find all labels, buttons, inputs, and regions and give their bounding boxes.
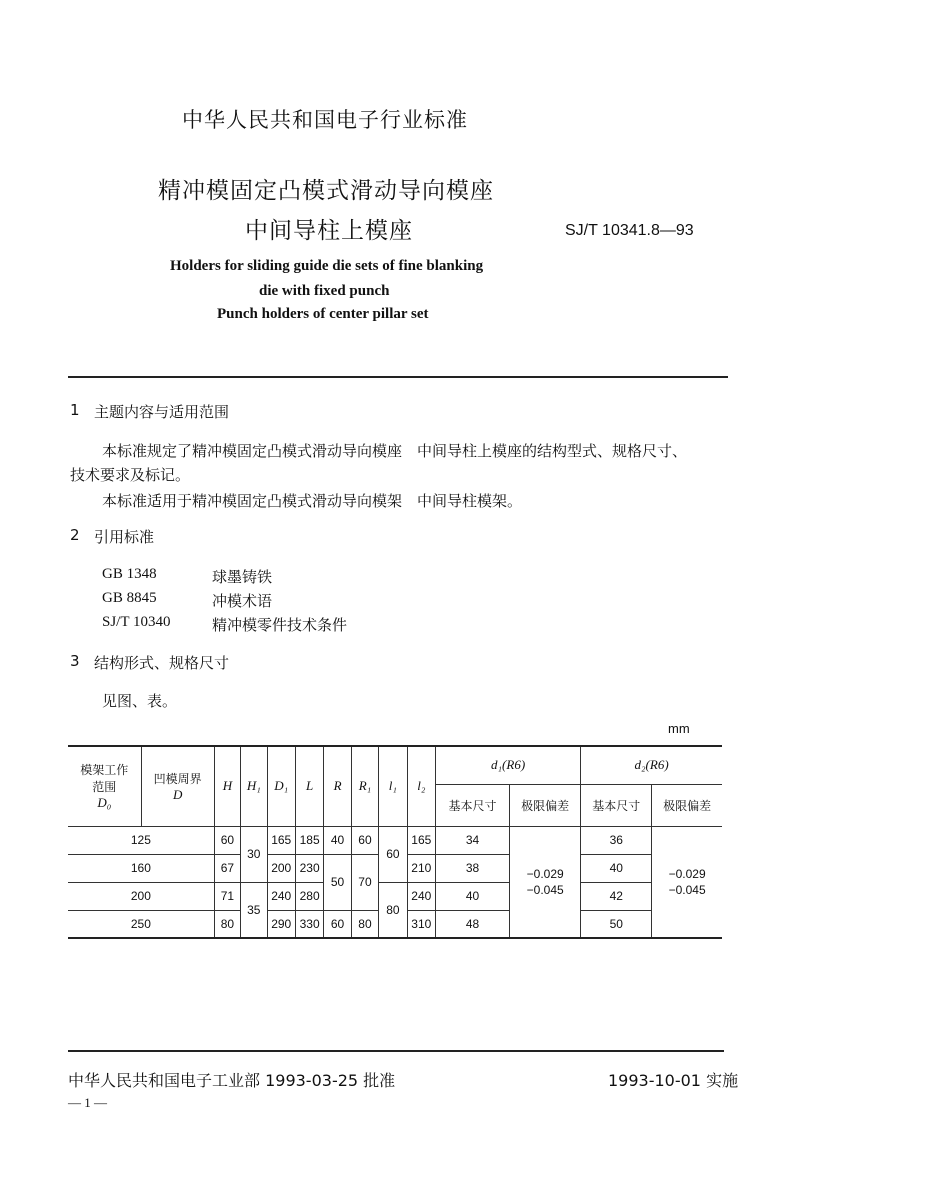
cell-d1-basic: 34 bbox=[436, 826, 510, 854]
column-header-basic-size: 基本尺寸 bbox=[581, 784, 652, 826]
cell-d2-basic: 42 bbox=[581, 882, 652, 910]
cell-l2: 310 bbox=[407, 910, 435, 938]
header-divider bbox=[68, 376, 728, 378]
cell-h: 60 bbox=[214, 826, 240, 854]
cell-h: 71 bbox=[214, 882, 240, 910]
cell-r1: 70 bbox=[351, 854, 378, 910]
column-header-h1: H₁ bbox=[241, 746, 267, 826]
cell-d2-limit: −0.029 −0.045 bbox=[652, 826, 722, 938]
cell-r: 40 bbox=[324, 826, 351, 854]
reference-code: SJ/T 10340 bbox=[102, 614, 171, 630]
column-header-d1-r6: d₁(R6) bbox=[436, 746, 581, 784]
cell-l: 330 bbox=[295, 910, 323, 938]
section-3-number: 3 bbox=[70, 652, 80, 670]
column-header-l2: l₂ bbox=[407, 746, 435, 826]
column-header-d1: D₁ bbox=[267, 746, 295, 826]
column-header-d2-r6: d₂(R6) bbox=[581, 746, 722, 784]
cell-d1: 165 bbox=[267, 826, 295, 854]
column-header-h: H bbox=[214, 746, 240, 826]
cell-d1: 240 bbox=[267, 882, 295, 910]
section-1-para-1-line-1: 本标准规定了精冲模固定凸模式滑动导向模座 中间导柱上模座的结构型式、规格尺寸、 bbox=[102, 442, 688, 460]
cell-r: 60 bbox=[324, 910, 351, 938]
column-header-l: L bbox=[295, 746, 323, 826]
cell-h1: 35 bbox=[241, 882, 267, 938]
section-1-para-1-line-2: 技术要求及标记。 bbox=[70, 466, 191, 484]
cell-d: 250 bbox=[68, 910, 214, 938]
section-1-heading: 主题内容与适用范围 bbox=[94, 403, 230, 421]
column-header-r1: R₁ bbox=[351, 746, 378, 826]
reference-code: GB 8845 bbox=[102, 590, 157, 606]
section-1-para-2: 本标准适用于精冲模固定凸模式滑动导向模架 中间导柱模架。 bbox=[102, 492, 523, 510]
cell-r: 50 bbox=[324, 854, 351, 910]
cell-d1-basic: 38 bbox=[436, 854, 510, 882]
cell-d: 160 bbox=[68, 854, 214, 882]
cell-d: 125 bbox=[68, 826, 214, 854]
section-3-note: 见图、表。 bbox=[102, 692, 178, 710]
cell-d: 200 bbox=[68, 882, 214, 910]
reference-code: GB 1348 bbox=[102, 566, 157, 582]
dimension-table bbox=[68, 745, 722, 939]
cell-l1: 80 bbox=[379, 882, 407, 938]
cell-d2-basic: 36 bbox=[581, 826, 652, 854]
column-header-d0: 模架工作 范围 D₀ bbox=[68, 746, 141, 826]
cell-r1: 80 bbox=[351, 910, 378, 938]
column-header-limit-deviation: 极限偏差 bbox=[510, 784, 581, 826]
column-header-l1: l₁ bbox=[379, 746, 407, 826]
cell-l2: 240 bbox=[407, 882, 435, 910]
column-header-limit-deviation: 极限偏差 bbox=[652, 784, 722, 826]
cell-h1: 30 bbox=[241, 826, 267, 882]
cell-h: 80 bbox=[214, 910, 240, 938]
cell-l2: 165 bbox=[407, 826, 435, 854]
table-unit: mm bbox=[668, 721, 690, 736]
column-header-r: R bbox=[324, 746, 351, 826]
cell-d1-basic: 40 bbox=[436, 882, 510, 910]
reference-title: 冲模术语 bbox=[212, 592, 273, 610]
cell-d2-basic: 40 bbox=[581, 854, 652, 882]
english-title-line-3: Punch holders of center pillar set bbox=[217, 306, 429, 322]
footer-divider bbox=[68, 1050, 724, 1052]
table-row bbox=[68, 882, 722, 910]
cell-l: 230 bbox=[295, 854, 323, 882]
title-line-2: 中间导柱上模座 bbox=[245, 218, 413, 244]
column-header-basic-size: 基本尺寸 bbox=[436, 784, 510, 826]
column-header-d: 凹模周界 D bbox=[141, 746, 214, 826]
cell-d2-basic: 50 bbox=[581, 910, 652, 938]
cell-d1-basic: 48 bbox=[436, 910, 510, 938]
standard-category: 中华人民共和国电子行业标准 bbox=[182, 108, 468, 132]
title-line-1: 精冲模固定凸模式滑动导向模座 bbox=[158, 178, 494, 204]
section-2-heading: 引用标准 bbox=[94, 528, 155, 546]
cell-l2: 210 bbox=[407, 854, 435, 882]
implementation-date: 1993-10-01 实施 bbox=[608, 1071, 739, 1090]
section-2-number: 2 bbox=[70, 526, 80, 544]
standard-number: SJ/T 10341.8—93 bbox=[565, 222, 694, 239]
cell-d1-limit: −0.029 −0.045 bbox=[510, 826, 581, 938]
section-3-heading: 结构形式、规格尺寸 bbox=[94, 654, 230, 672]
english-title-line-1: Holders for sliding guide die sets of fine blanking bbox=[170, 258, 484, 274]
table-row bbox=[68, 826, 722, 854]
cell-l1: 60 bbox=[379, 826, 407, 882]
cell-d1: 200 bbox=[267, 854, 295, 882]
cell-r1: 60 bbox=[351, 826, 378, 854]
cell-l: 280 bbox=[295, 882, 323, 910]
section-1-number: 1 bbox=[70, 401, 80, 419]
cell-h: 67 bbox=[214, 854, 240, 882]
cell-l: 185 bbox=[295, 826, 323, 854]
english-title-line-2: die with fixed punch bbox=[259, 283, 390, 299]
page-number: — 1 — bbox=[68, 1095, 107, 1110]
approval-line: 中华人民共和国电子工业部 1993-03-25 批准 bbox=[68, 1071, 396, 1090]
reference-title: 球墨铸铁 bbox=[212, 568, 273, 586]
reference-title: 精冲模零件技术条件 bbox=[212, 616, 348, 634]
cell-d1: 290 bbox=[267, 910, 295, 938]
